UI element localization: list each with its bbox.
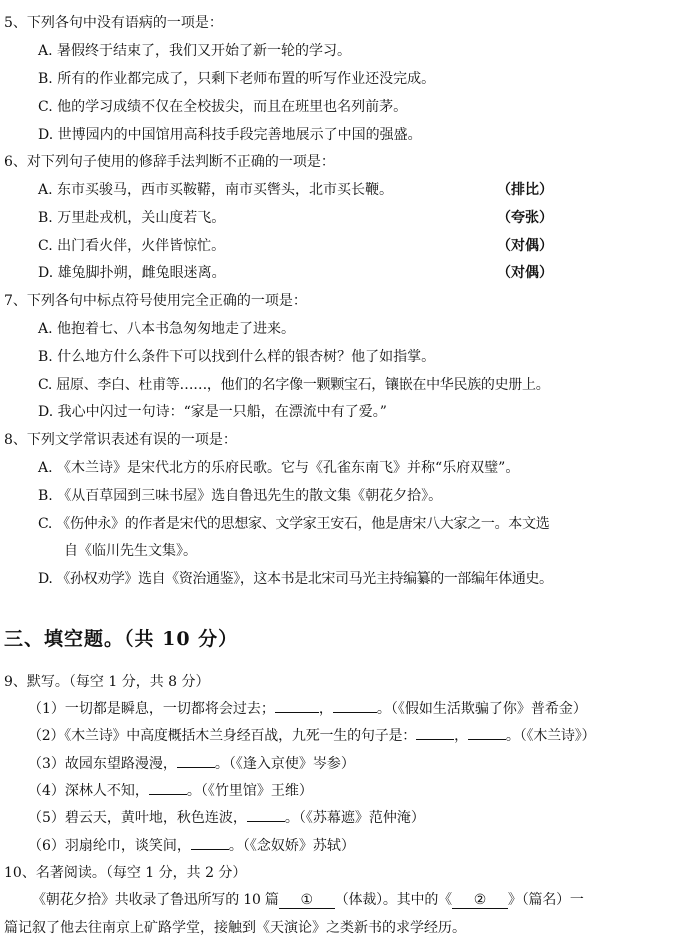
q9-line-6-source: 。（《念奴娇》苏轼） [228,838,355,854]
q8-option-b: B. 《从百草园到三味书屋》选自鲁迅先生的散文集《朝花夕拾》。 [38,488,443,504]
q6-option-b: B. 万里赴戎机，关山度若飞。 [38,210,226,226]
q8-option-d: D. 《孙权劝学》选自《资治通鉴》，这本书是北宋司马光主持编纂的一部编年体通史。 [38,571,553,587]
q9-blank-5[interactable] [247,821,285,822]
q6-option-b-tag: （夸张） [497,210,553,226]
q7-option-d: D. 我心中闪过一句诗：“家是一只船，在漂流中有了爱。” [38,404,387,420]
q9-line-4-text: （4）深林人不知， [28,783,149,799]
q9-line-6 [28,836,355,856]
q9-stem: 9、默写。（每空 1 分，共 8 分） [4,674,210,690]
q9-line-1-text: （1）一切都是瞬息，一切都将会过去； [28,701,275,717]
q9-line-2-text: （2）《木兰诗》中高度概括木兰身经百战，九死一生的句子是： [28,728,417,744]
q9-line-1-source: 。（《假如生活欺骗了你》普希金） [376,701,587,717]
q9-blank-1b[interactable] [333,712,377,713]
q9-line-6-text: （6）羽扇纶巾，谈笑间， [28,838,191,854]
q7-option-b: B. 什么地方什么条件下可以找到什么样的银杏树？他了如指掌。 [38,349,436,365]
q5-option-b: B. 所有的作业都完成了，只剩下老师布置的听写作业还没完成。 [38,71,436,87]
q5-option-d: D. 世博园内的中国馆用高科技手段完善地展示了中国的强盛。 [38,127,422,143]
q9-blank-1a[interactable] [275,712,319,713]
q8-stem: 8、下列文学常识表述有误的一项是： [4,432,237,448]
q10-stem: 10、名著阅读。（每空 1 分，共 2 分） [4,865,247,881]
q10-paragraph-line2: 篇记叙了他去往南京上矿路学堂，接触到《天演论》之类新书的求学经历。 [4,920,466,936]
q9-blank-4[interactable] [149,794,187,795]
q9-line-2-source: 。（《木兰诗》） [505,728,596,744]
q9-line-2-comma: ， [454,728,468,744]
q9-line-1-comma: ， [318,701,333,717]
section-title: 三、填空题。（共 10 分） [4,628,239,650]
q6-option-a: A. 东市买骏马，西市买鞍鞯，南市买辔头，北市买长鞭。 [38,182,394,198]
q7-option-c: C. 屈原、李白、杜甫等……，他们的名字像一颗颗宝石，镶嵌在中华民族的史册上。 [38,377,550,393]
q9-blank-2b[interactable] [468,739,506,740]
q10-paragraph-line1 [32,890,584,910]
q9-line-1 [28,699,587,719]
q5-option-a: A. 暑假终于结束了，我们又开始了新一轮的学习。 [38,43,352,59]
q7-option-a: A. 他抱着七、八本书急匆匆地走了进来。 [38,321,296,337]
q6-option-c-tag: （对偶） [497,238,553,254]
q7-stem: 7、下列各句中标点符号使用完全正确的一项是： [4,293,307,309]
q5-option-c: C. 他的学习成绩不仅在全校拔尖，而且在班里也名列前茅。 [38,99,408,115]
q10-text-b: （体裁）。其中的《 [334,892,452,908]
q10-blank-1[interactable]: ① [279,892,335,909]
q8-option-c-line1: C. 《伤仲永》的作者是宋代的思想家、文学家王安石，他是唐宋八大家之一。本文选 [38,516,550,532]
q6-stem: 6、对下列句子使用的修辞手法判断不正确的一项是： [4,154,335,170]
q9-line-5-text: （5）碧云天，黄叶地，秋色连波， [28,810,247,826]
q9-line-3 [28,754,355,774]
q6-option-a-tag: （排比） [497,182,553,198]
q9-line-2 [28,726,595,746]
q6-option-d-tag: （对偶） [497,265,553,281]
q9-line-5 [28,808,425,828]
q10-blank-2[interactable]: ② [452,892,508,909]
q6-option-d: D. 雄兔脚扑朔，雌兔眼迷离。 [38,265,226,281]
q9-line-3-source: 。（《逢入京使》岑参） [214,756,355,772]
q8-option-a: A. 《木兰诗》是宋代北方的乐府民歌。它与《孔雀东南飞》并称“乐府双璧”。 [38,460,520,476]
q9-blank-6[interactable] [191,849,229,850]
q6-option-c: C. 出门看火伴，火伴皆惊忙。 [38,238,226,254]
q9-line-5-source: 。（《苏幕遮》范仲淹） [284,810,425,826]
q9-line-4 [28,781,313,801]
q8-option-c-line2: 自《临川先生文集》。 [64,543,197,559]
q9-line-4-source: 。（《竹里馆》王维） [186,783,313,799]
q10-text-a: 《朝花夕拾》共收录了鲁迅所写的 10 篇 [32,892,279,908]
q5-stem: 5、下列各句中没有语病的一项是： [4,15,223,31]
q10-text-c: 》（篇名）一 [507,892,584,908]
q9-blank-3[interactable] [177,767,215,768]
q9-blank-2a[interactable] [416,739,454,740]
q9-line-3-text: （3）故园东望路漫漫， [28,756,177,772]
